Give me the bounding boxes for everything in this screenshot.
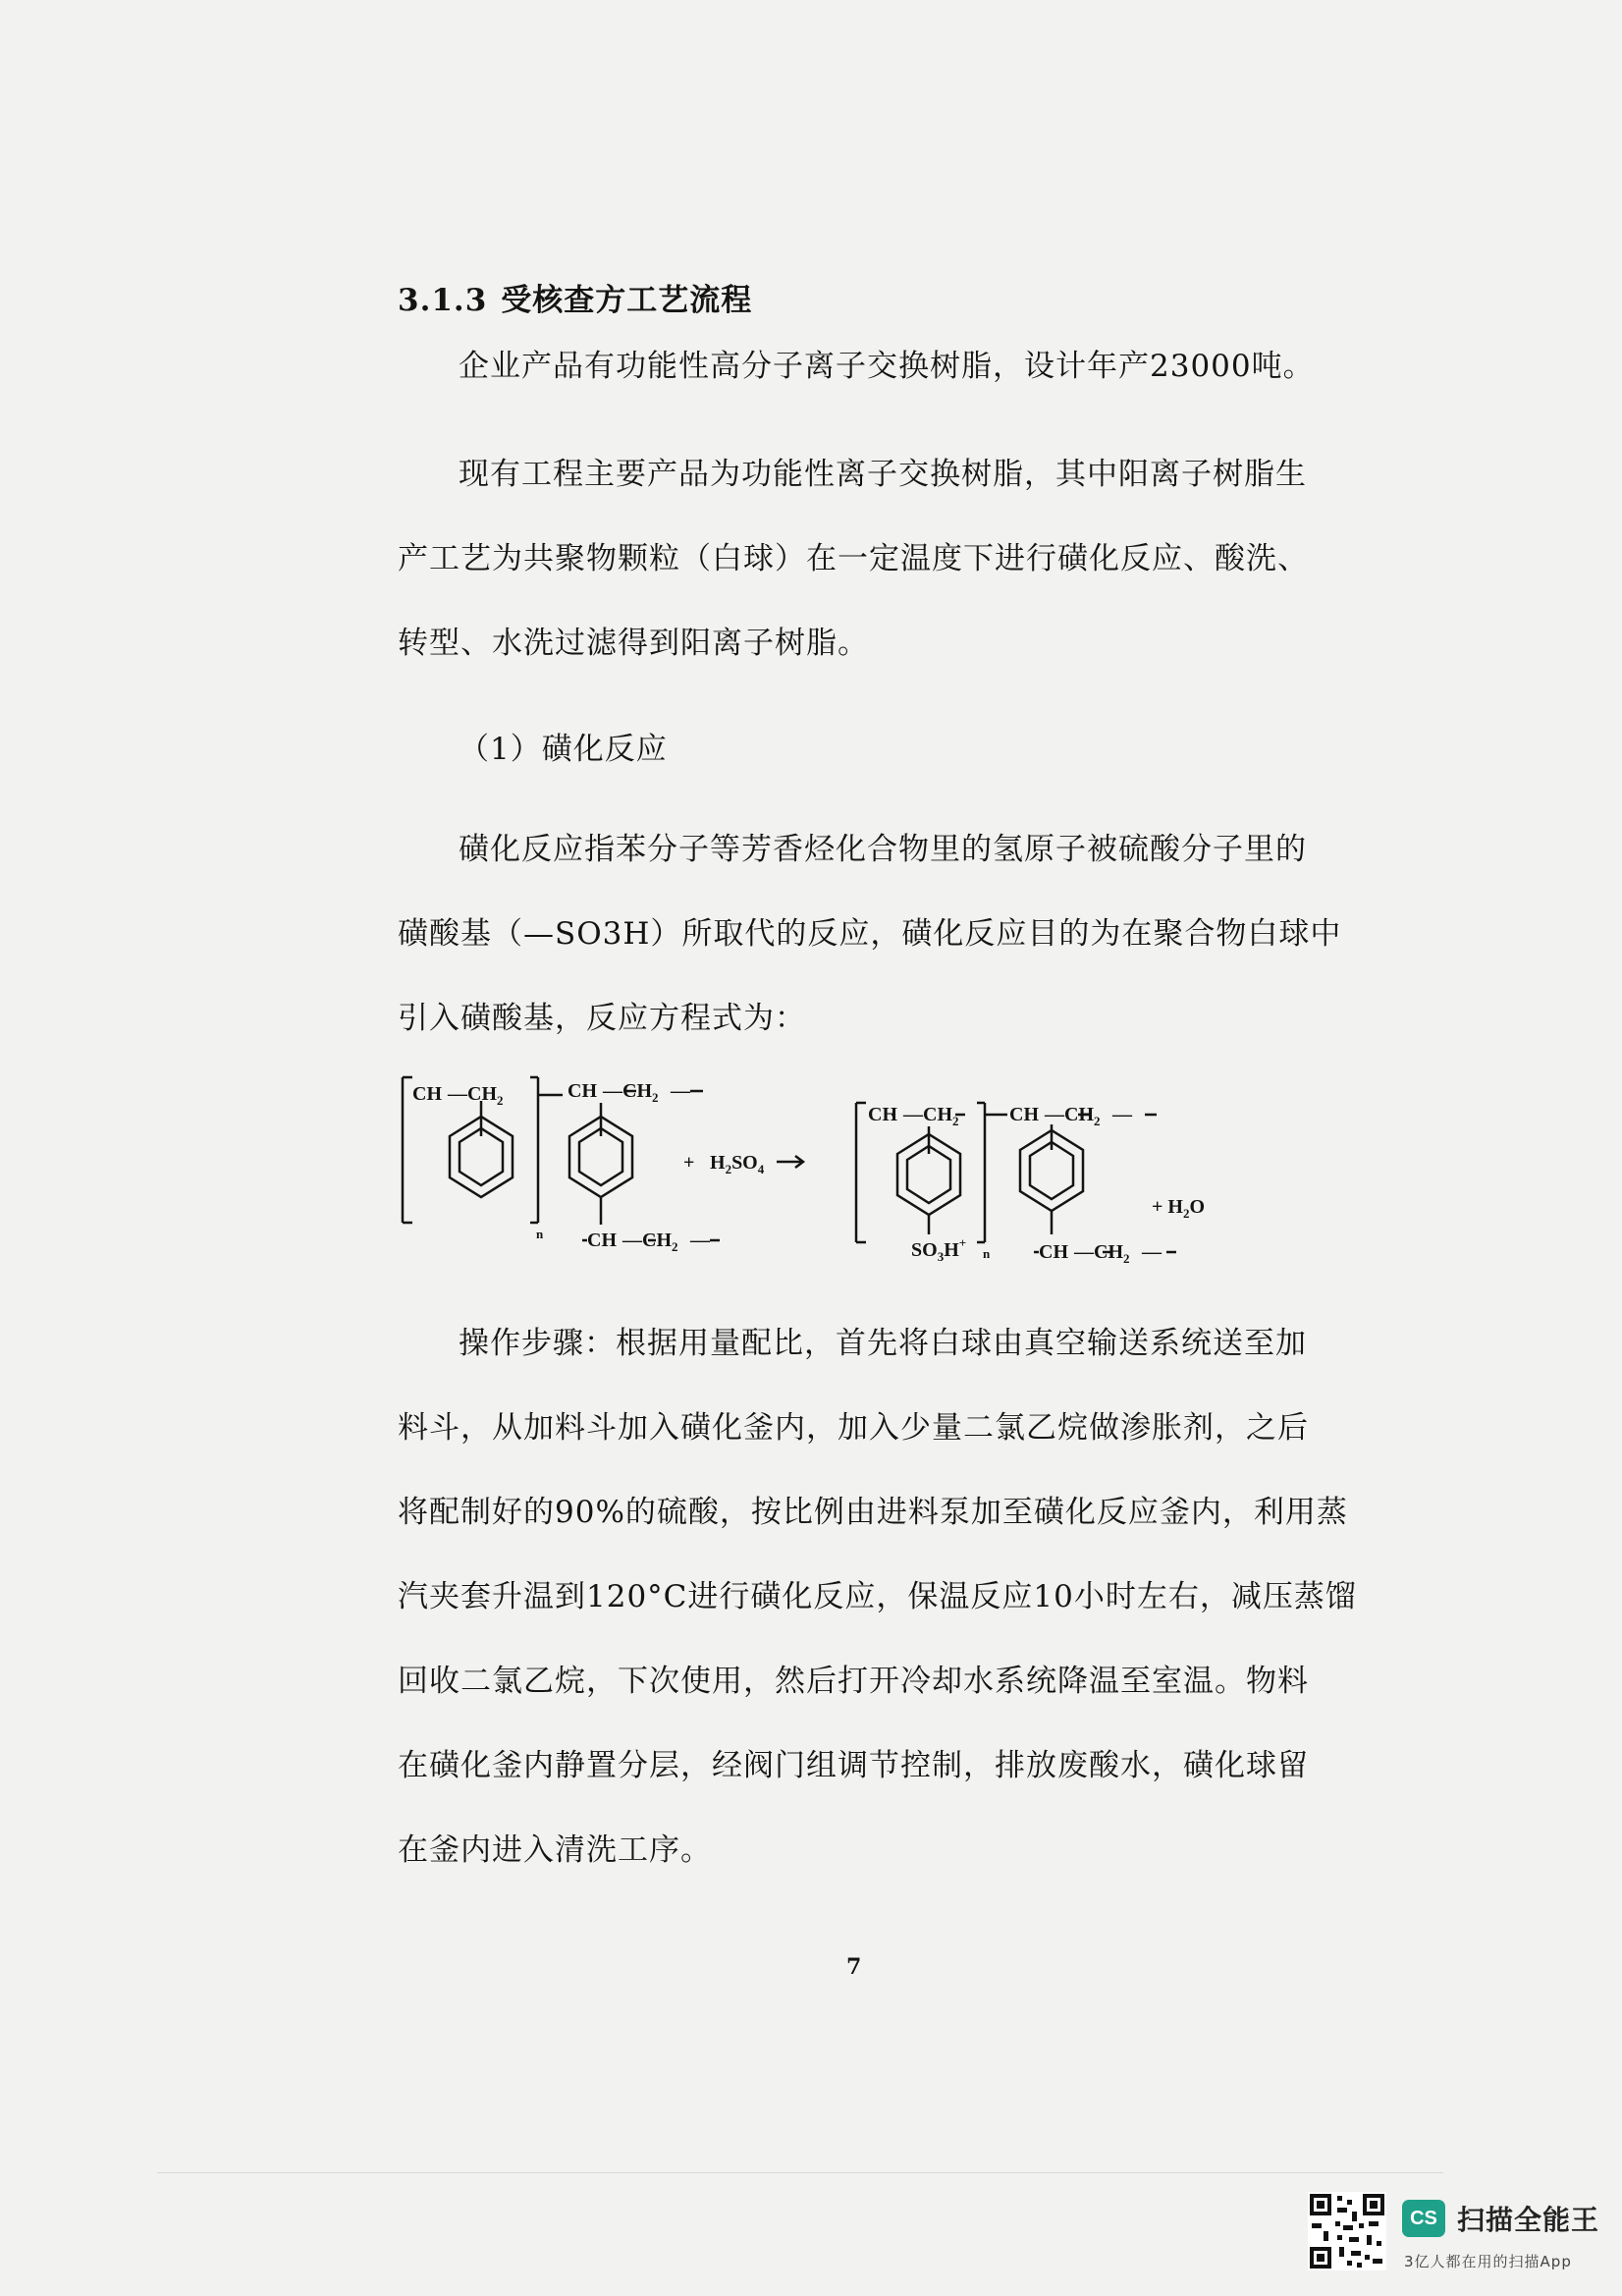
svg-text:n <box>536 1227 544 1241</box>
formula-subscript: 3 <box>937 1249 945 1264</box>
formula-h: H <box>710 1152 726 1174</box>
text-line: 回收二氯乙烷，下次使用，然后打开冷却水系统降温至室温。物料 <box>398 1664 1309 1699</box>
formula-h: H <box>944 1239 959 1261</box>
paragraph-sulfonation-definition <box>398 807 1342 1061</box>
paragraph-process-overview <box>398 432 1309 685</box>
text-line: 将配制好的90%的硫酸，按比例由进料泵加至磺化反应釜内，利用蒸 <box>398 1495 1348 1530</box>
svg-text:CH <box>1039 1241 1068 1263</box>
section-title: 受核查方工艺流程 <box>501 283 753 318</box>
svg-text:CH <box>868 1104 897 1125</box>
formula-subscript: 2 <box>1123 1251 1130 1266</box>
formula-h: H <box>1167 1196 1183 1218</box>
text-line: 磺酸基（—SO3H）所取代的反应，磺化反应目的为在聚合物白球中 <box>398 916 1342 952</box>
svg-text:SO3H+ <box>911 1235 966 1264</box>
qr-code-icon <box>1308 2192 1386 2270</box>
svg-text:CH <box>587 1230 617 1251</box>
text-line: 产工艺为共聚物颗粒（白球）在一定温度下进行磺化反应、酸洗、 <box>398 541 1309 576</box>
svg-text:—CH2: $—CH_2$ <box>1045 1104 1101 1128</box>
text-line: 操作步骤：根据用量配比，首先将白球由真空输送系统送至加 <box>459 1326 1307 1361</box>
text-line: 引入磺酸基，反应方程式为： <box>398 1001 806 1036</box>
formula-subscript: 2 <box>497 1093 504 1108</box>
svg-text:CH <box>412 1083 442 1105</box>
svg-text:—CH2: $—CH_2$ <box>1074 1241 1130 1266</box>
paragraph-operation-steps <box>398 1301 1357 1892</box>
text-line: （1）磺化反应 <box>459 732 668 767</box>
scanner-brand-name: 扫描全能王 <box>1457 2204 1600 2236</box>
formula-subscript: 2 <box>1182 1206 1190 1221</box>
svg-text:—: — <box>1142 1241 1162 1263</box>
text-line: 转型、水洗过滤得到阳离子树脂。 <box>398 626 869 661</box>
plus-sign: + <box>683 1152 695 1174</box>
formula-ch2: CH <box>467 1083 497 1105</box>
text-line: 在磺化釜内静置分层，经阀门组调节控制，排放废酸水，磺化球留 <box>398 1748 1309 1783</box>
formula-ch2: CH <box>1094 1241 1123 1263</box>
text-line: 料斗，从加料斗加入磺化釜内，加入少量二氯乙烷做渗胀剂，之后 <box>398 1410 1309 1446</box>
svg-text:—: — <box>690 1230 710 1251</box>
formula-ch2: CH <box>923 1104 952 1125</box>
formula-o: O <box>1189 1196 1206 1218</box>
svg-text:+ H2O <box>1152 1196 1205 1221</box>
subsection-heading-sulfonation <box>398 707 1262 792</box>
formula-subscript: 2 <box>672 1239 678 1254</box>
page-number: 7 <box>846 1954 862 1980</box>
repeat-unit-n: n <box>983 1246 991 1261</box>
formula-ch: CH <box>568 1080 597 1102</box>
plus-sign: + <box>1152 1196 1163 1218</box>
text-line: 汽夹套升温到120°C进行磺化反应，保温反应10小时左右，减压蒸馏 <box>398 1579 1357 1614</box>
repeat-unit-n: n <box>536 1227 544 1241</box>
formula-ch: CH <box>1039 1241 1068 1263</box>
section-number: 3.1.3 <box>398 283 488 318</box>
section-heading <box>398 275 752 319</box>
formula-subscript: 2 <box>652 1090 659 1105</box>
text-line: 企业产品有功能性高分子离子交换树脂，设计年产23000吨。 <box>459 349 1315 384</box>
svg-text:—CH2: $—CH_2$ <box>903 1104 959 1128</box>
svg-text:—CH2: $—CH_2$ <box>603 1080 659 1105</box>
svg-text:n <box>983 1246 991 1261</box>
formula-ch: CH <box>1009 1104 1039 1125</box>
svg-text:—CH2: $—CH_2$ <box>448 1083 504 1108</box>
paragraph-product-intro <box>398 324 1315 409</box>
formula-ch: CH <box>868 1104 897 1125</box>
formula-superscript: + <box>958 1235 967 1250</box>
svg-text:CH <box>1009 1104 1039 1125</box>
formula-so: SO <box>731 1152 758 1174</box>
svg-text:—: — <box>1112 1104 1132 1125</box>
formula-subscript: 2 <box>725 1162 732 1176</box>
formula-subscript: 2 <box>952 1114 959 1128</box>
svg-text:+ <box>683 1152 694 1174</box>
formula-so: SO <box>911 1239 938 1261</box>
text-line: 磺化反应指苯分子等芳香烃化合物里的氢原子被硫酸分子里的 <box>459 832 1307 867</box>
text-line: 现有工程主要产品为功能性离子交换树脂，其中阳离子树脂生 <box>459 457 1307 492</box>
formula-ch: CH <box>587 1230 617 1251</box>
formula-subscript: 4 <box>757 1162 765 1176</box>
text-line: 在釜内进入清洗工序。 <box>398 1832 712 1868</box>
svg-text:—CH2: $—CH_2$ <box>622 1230 678 1254</box>
formula-ch: CH <box>412 1083 442 1105</box>
svg-text:H2SO4 <box>710 1152 765 1176</box>
camscanner-logo: CS <box>1402 2200 1445 2237</box>
formula-ch2: CH <box>1064 1104 1094 1125</box>
scan-divider <box>157 2172 1443 2173</box>
formula-subscript: 2 <box>1094 1114 1101 1128</box>
scanner-tagline: 3亿人都在用的扫描App <box>1404 2253 1572 2270</box>
reaction-equation-figure <box>391 1066 1255 1286</box>
svg-text:CH <box>568 1080 597 1102</box>
formula-ch2: CH <box>622 1080 652 1102</box>
svg-text:—: — <box>671 1080 690 1102</box>
formula-ch2: CH <box>642 1230 672 1251</box>
